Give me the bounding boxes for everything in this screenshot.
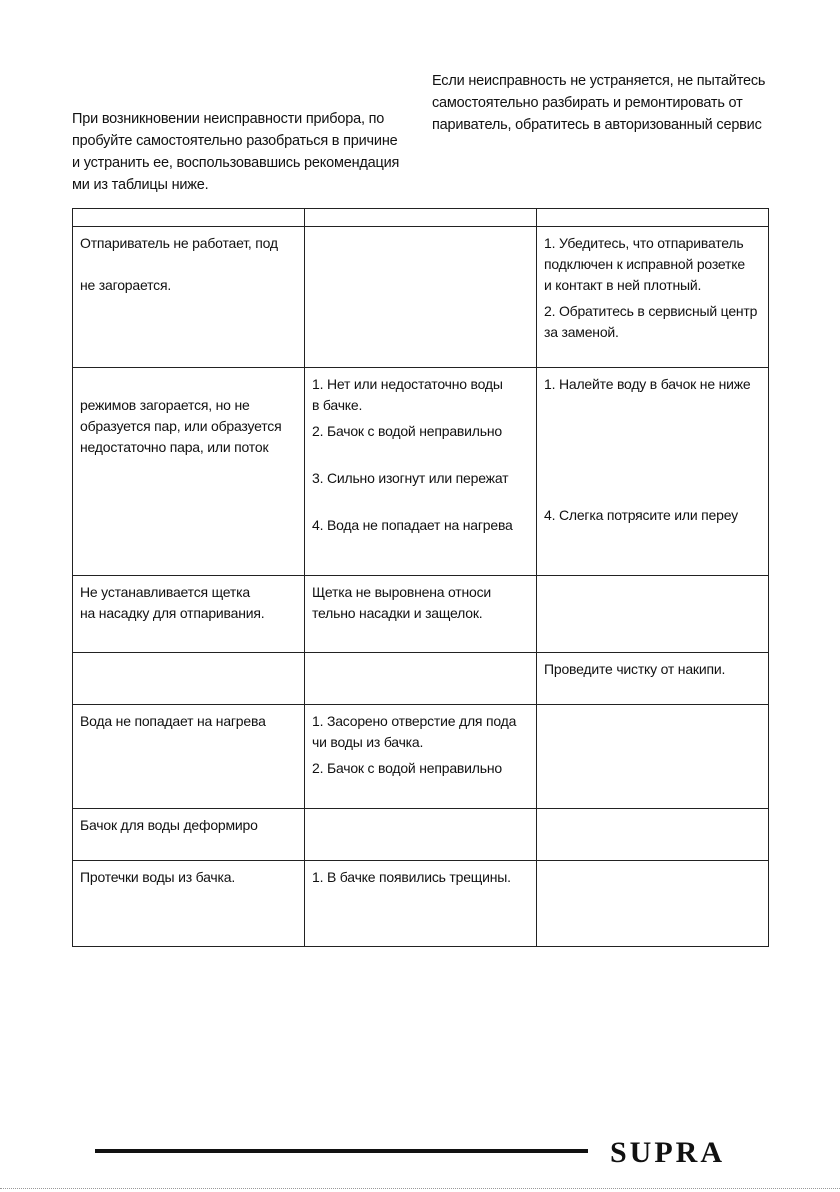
header-problem bbox=[73, 209, 305, 227]
cell-problem bbox=[73, 809, 305, 861]
problem-line: Отпариватель не работает, под bbox=[80, 235, 278, 251]
cell-problem bbox=[73, 368, 305, 576]
cause-line: 1. Нет или недостаточно воды bbox=[312, 376, 503, 392]
problem-line: Не устанавливается щетка bbox=[80, 584, 250, 600]
cell-cause bbox=[305, 653, 537, 705]
cell-problem bbox=[73, 653, 305, 705]
solution-line: подключен к исправной розетке bbox=[544, 256, 745, 272]
cause-line: 1. Засорено отверстие для пода bbox=[312, 713, 517, 729]
solution-line: 1. Налейте воду в бачок не ниже bbox=[544, 376, 751, 392]
cause-line: чи воды из бачка. bbox=[312, 734, 424, 750]
table-row bbox=[73, 653, 769, 705]
cell-solution bbox=[537, 705, 769, 809]
problem-line: Бачок для воды деформиро bbox=[80, 817, 258, 833]
problem-line: Протечки воды из бачка. bbox=[80, 869, 236, 885]
solution-line bbox=[544, 479, 761, 500]
cause-line: 2. Бачок с водой неправильно bbox=[312, 760, 502, 776]
footer-rule bbox=[95, 1149, 588, 1153]
cause-line: в бачке. bbox=[312, 397, 363, 413]
cell-cause bbox=[305, 576, 537, 653]
problem-line bbox=[80, 254, 297, 275]
cell-cause bbox=[305, 368, 537, 576]
cell-solution bbox=[537, 368, 769, 576]
cell-cause bbox=[305, 227, 537, 368]
cause-line: 3. Сильно изогнут или пережат bbox=[312, 470, 509, 486]
cell-solution bbox=[537, 809, 769, 861]
cause-line bbox=[312, 489, 529, 510]
solution-line: 1. Убедитесь, что отпариватель bbox=[544, 235, 744, 251]
intro-left-line: ми из таблицы ниже. bbox=[72, 177, 209, 193]
cell-solution bbox=[537, 861, 769, 947]
table-row bbox=[73, 705, 769, 809]
table-row bbox=[73, 576, 769, 653]
problem-line: режимов загорается, но не bbox=[80, 397, 250, 413]
header-cause bbox=[305, 209, 537, 227]
cell-solution bbox=[537, 227, 769, 368]
cell-cause bbox=[305, 705, 537, 809]
solution-line bbox=[544, 416, 761, 437]
cell-solution bbox=[537, 653, 769, 705]
cell-cause bbox=[305, 809, 537, 861]
solution-line: 4. Слегка потрясите или переу bbox=[544, 507, 738, 523]
table-row bbox=[73, 861, 769, 947]
intro-left-line: и устранить ее, воспользовавшись рекомендация bbox=[72, 155, 400, 171]
intro-paragraph-left bbox=[72, 108, 404, 196]
troubleshooting-table bbox=[72, 208, 769, 947]
cell-problem bbox=[73, 705, 305, 809]
intro-right-line: самостоятельно разбирать и ремонтировать от bbox=[432, 95, 743, 111]
solution-line: и контакт в ней плотный. bbox=[544, 277, 702, 293]
intro-left-line: пробуйте самостоятельно разобраться в причине bbox=[72, 133, 398, 149]
solution-line bbox=[544, 395, 761, 416]
intro-paragraph-right bbox=[432, 70, 767, 136]
page-edge bbox=[0, 1188, 840, 1191]
cell-problem bbox=[73, 861, 305, 947]
problem-line: Вода не попадает на нагрева bbox=[80, 713, 266, 729]
intro-right-line: Если неисправность не устраняется, не пытайтесь bbox=[432, 73, 766, 89]
cause-line: 1. В бачке появились трещины. bbox=[312, 869, 511, 885]
problem-line: недостаточно пара, или поток bbox=[80, 439, 269, 455]
solution-line: за заменой. bbox=[544, 324, 619, 340]
cause-line: 2. Бачок с водой неправильно bbox=[312, 423, 502, 439]
solution-line: Проведите чистку от накипи. bbox=[544, 661, 726, 677]
solution-line bbox=[544, 437, 761, 458]
solution-line bbox=[544, 458, 761, 479]
solution-line: 2. Обратитесь в сервисный центр bbox=[544, 303, 758, 319]
table-row bbox=[73, 368, 769, 576]
table-row bbox=[73, 227, 769, 368]
cause-line: Щетка не выровнена относи bbox=[312, 584, 492, 600]
problem-line: образуется пар, или образуется bbox=[80, 418, 282, 434]
cause-line: тельно насадки и защелок. bbox=[312, 605, 483, 621]
problem-line: не загорается. bbox=[80, 277, 172, 293]
brand-logo: SUPRA bbox=[610, 1136, 726, 1169]
cell-problem bbox=[73, 227, 305, 368]
header-solution bbox=[537, 209, 769, 227]
table-row bbox=[73, 809, 769, 861]
problem-line bbox=[80, 374, 297, 395]
intro-left-line: При возникновении неисправности прибора, по bbox=[72, 111, 385, 127]
problem-line: на насадку для отпаривания. bbox=[80, 605, 265, 621]
cause-line bbox=[312, 442, 529, 463]
cause-line: 4. Вода не попадает на нагрева bbox=[312, 517, 513, 533]
cell-problem bbox=[73, 576, 305, 653]
table-header-row bbox=[73, 209, 769, 227]
intro-right-line: париватель, обратитесь в авторизованный сервис bbox=[432, 117, 762, 133]
cell-cause bbox=[305, 861, 537, 947]
cell-solution bbox=[537, 576, 769, 653]
